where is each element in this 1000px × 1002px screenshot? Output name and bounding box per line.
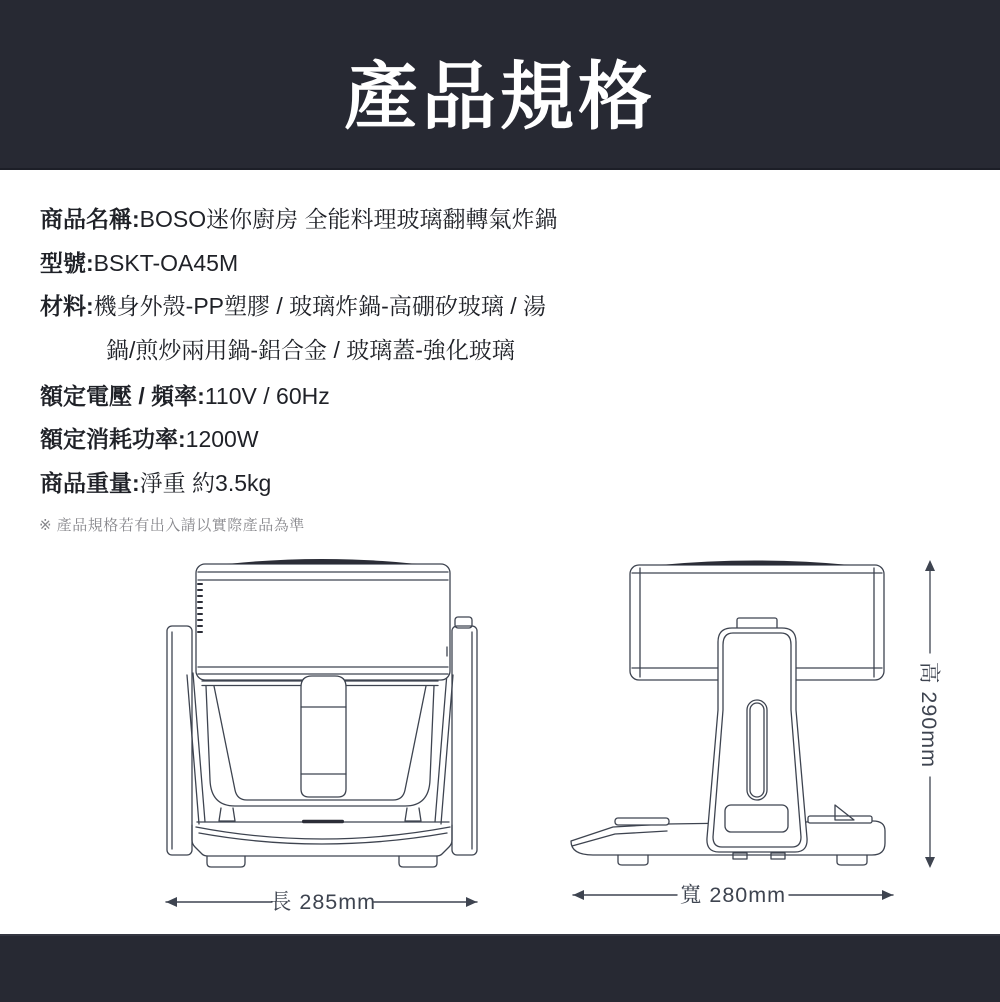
spec-row-material <box>40 292 546 320</box>
airfryer-side-view-drawing <box>555 550 955 910</box>
spec-label: 材料: <box>40 293 94 319</box>
spec-row-weight <box>40 469 271 497</box>
spec-label: 額定電壓 / 頻率: <box>40 383 205 409</box>
airfryer-front-view-drawing <box>150 550 490 915</box>
width-dimension-label: 寬 280mm <box>679 883 787 907</box>
spec-value: BSKT-OA45M <box>93 250 239 276</box>
spec-label: 額定消耗功率: <box>40 426 186 452</box>
length-dimension-label: 長 285mm <box>269 890 377 914</box>
header-banner <box>0 0 1000 170</box>
spec-value: 110V / 60Hz <box>204 383 330 409</box>
height-dimension-label: 高 290mm <box>917 661 941 769</box>
spec-value: 機身外殼-PP塑膠 / 玻璃炸鍋-高硼矽玻璃 / 湯 <box>93 293 547 319</box>
spec-label: 商品名稱: <box>40 206 140 232</box>
spec-row-power <box>40 425 259 453</box>
spec-label: 商品重量: <box>40 470 140 496</box>
spec-row-voltage-frequency <box>40 382 330 410</box>
spec-value: 鍋/煎炒兩用鍋-鋁合金 / 玻璃蓋-強化玻璃 <box>106 337 515 363</box>
spec-value: BOSO迷你廚房 全能料理玻璃翻轉氣炸鍋 <box>139 206 558 232</box>
spec-value: 淨重 約3.5kg <box>139 470 272 496</box>
page-title: 產品規格 <box>344 55 656 138</box>
spec-row-product-name <box>40 205 558 233</box>
spec-disclaimer-note: ※ 產品規格若有出入請以實際產品為準 <box>39 517 305 534</box>
spec-label: 型號: <box>40 250 94 276</box>
footer-bar <box>0 934 1000 1002</box>
spec-row-model <box>40 249 238 277</box>
spec-value: 1200W <box>185 426 259 452</box>
spec-row-material-continued <box>106 336 515 364</box>
